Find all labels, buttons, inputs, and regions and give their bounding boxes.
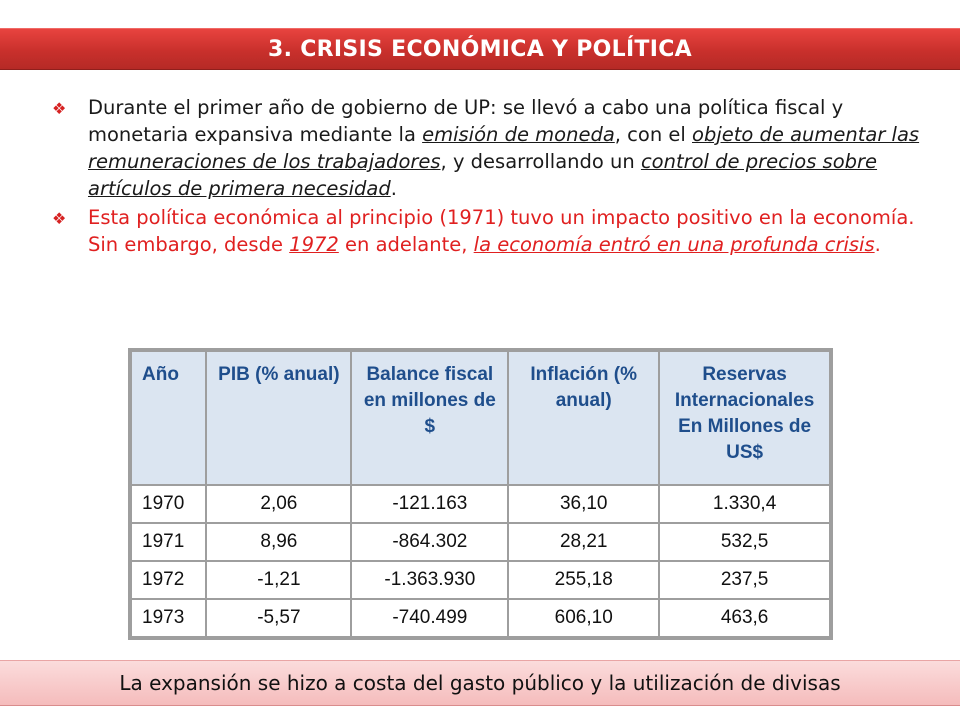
table-cell: 1970 xyxy=(131,485,206,523)
page-title: 3. CRISIS ECONÓMICA Y POLÍTICA xyxy=(267,36,692,62)
bullet-text: Esta política económica al principio (1971) tuvo un impacto positivo en la economía. Sin embargo, desde xyxy=(88,206,915,256)
bullet-text: . xyxy=(390,177,397,200)
table-cell: -1.363.930 xyxy=(351,561,508,599)
column-header: PIB (% anual) xyxy=(206,351,351,485)
table-cell: 606,10 xyxy=(508,599,659,637)
bullet-item xyxy=(52,204,922,258)
diamond-bullet-icon: ❖ xyxy=(52,209,67,228)
column-header: Año xyxy=(131,351,206,485)
table-cell: 36,10 xyxy=(508,485,659,523)
footer-text: La expansión se hizo a costa del gasto público y la utilización de divisas xyxy=(119,671,841,695)
table-cell: 1971 xyxy=(131,523,206,561)
table-body xyxy=(131,485,830,637)
underlined-phrase: la economía entró en una profunda crisis xyxy=(473,233,875,256)
bullet-text: Durante el primer año de gobierno de UP: se llevó a cabo una política fiscal y monetaria expansiva mediante la xyxy=(88,96,844,146)
table-cell: 1972 xyxy=(131,561,206,599)
bullet-text: . xyxy=(874,233,881,256)
table-cell: 1973 xyxy=(131,599,206,637)
table-cell: -121.163 xyxy=(351,485,508,523)
table-cell: 237,5 xyxy=(659,561,830,599)
column-header: Balance fiscal en millones de $ xyxy=(351,351,508,485)
footer-bar xyxy=(0,660,960,706)
underlined-phrase: emisión de moneda xyxy=(422,123,615,146)
table-cell: 1.330,4 xyxy=(659,485,830,523)
bullet-list xyxy=(52,94,922,258)
table-row xyxy=(131,599,830,637)
table-row xyxy=(131,561,830,599)
table-row xyxy=(131,523,830,561)
table-cell: -864.302 xyxy=(351,523,508,561)
column-header: Inflación (% anual) xyxy=(508,351,659,485)
economic-data-table xyxy=(128,348,833,640)
table-cell: 8,96 xyxy=(206,523,351,561)
underlined-phrase: 1972 xyxy=(289,233,339,256)
table-cell: -5,57 xyxy=(206,599,351,637)
table-cell: -740.499 xyxy=(351,599,508,637)
underlined-phrase: objeto de aumentar las remuneraciones de los trabajadores xyxy=(88,123,920,173)
bullet-text: , y desarrollando un xyxy=(440,150,641,173)
bullet-text: en adelante, xyxy=(338,233,474,256)
table-cell: 2,06 xyxy=(206,485,351,523)
bullet-text: , con el xyxy=(614,123,693,146)
table-cell: 532,5 xyxy=(659,523,830,561)
diamond-bullet-icon: ❖ xyxy=(52,99,67,118)
table-header-row xyxy=(131,351,830,485)
table-cell: 255,18 xyxy=(508,561,659,599)
table-cell: 463,6 xyxy=(659,599,830,637)
column-header: Reservas Internacionales En Millones de US$ xyxy=(659,351,830,485)
bullet-item xyxy=(52,94,922,202)
table-row xyxy=(131,485,830,523)
table-cell: -1,21 xyxy=(206,561,351,599)
underlined-phrase: control de precios sobre artículos de primera necesidad xyxy=(88,150,878,200)
table-cell: 28,21 xyxy=(508,523,659,561)
title-bar xyxy=(0,28,960,70)
